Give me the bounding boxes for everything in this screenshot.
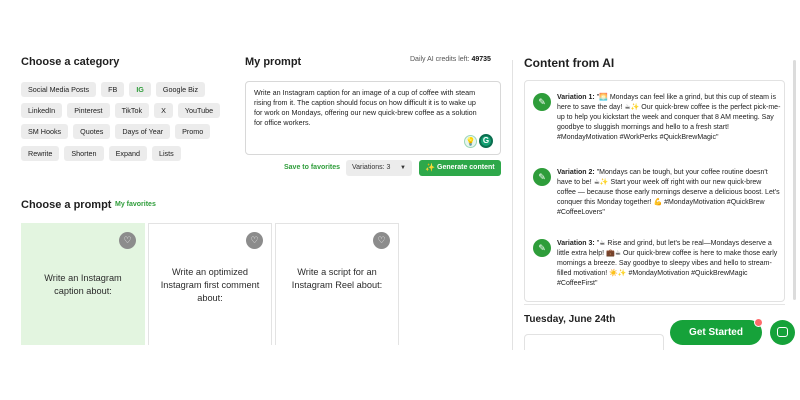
- magic-wand-icon: ✨: [425, 163, 435, 172]
- variation-label: Variation 3:: [557, 240, 595, 247]
- prompt-card-text: Write a script for an Instagram Reel about:: [291, 267, 383, 290]
- get-started-button[interactable]: Get Started: [670, 320, 762, 345]
- category-row-4: [21, 146, 181, 161]
- chip-pinterest[interactable]: Pinterest: [67, 103, 109, 118]
- chip-fb[interactable]: FB: [101, 82, 124, 97]
- chip-linkedin[interactable]: LinkedIn: [21, 103, 62, 118]
- prompt-card-text: Write an Instagram caption about:: [44, 273, 122, 296]
- save-to-favorites-link[interactable]: Save to favorites: [284, 164, 341, 171]
- prompt-title: My prompt: [245, 56, 302, 68]
- choose-prompt-title: Choose a prompt: [21, 199, 112, 211]
- column-divider: [512, 60, 513, 350]
- ai-credits: [410, 56, 491, 63]
- prompt-text: Write an Instagram caption for an image of a cup of coffee with steam rising from it. The caption should focus on how difficult it is to wake up for work on Mondays, offering our new quick-brew coffee as a solution for office workers.: [254, 88, 477, 127]
- feather-icon: ✎: [533, 93, 551, 111]
- prompt-card-first-comment[interactable]: [148, 223, 272, 345]
- chip-quotes[interactable]: Quotes: [73, 124, 110, 139]
- chip-promo[interactable]: Promo: [175, 124, 210, 139]
- content-title: Content from AI: [524, 56, 615, 70]
- chip-ig[interactable]: IG: [129, 82, 151, 97]
- prompt-card-caption[interactable]: [21, 223, 145, 345]
- notification-dot: [754, 318, 763, 327]
- next-results-panel: [524, 334, 664, 350]
- variation-body: "Mondays can be tough, but your coffee routine doesn't have to be! ☕✨ Start your week off right with our new quick-brew coffee — because those early mornings deserve a delicious boost. Let's conquer this Monday together! 💪 #MondayMotivation #QuickBrew #CoffeeLovers": [557, 169, 780, 216]
- heart-icon[interactable]: ♡: [246, 232, 263, 249]
- chat-icon: [777, 327, 788, 337]
- chip-rewrite[interactable]: Rewrite: [21, 146, 59, 161]
- chip-x[interactable]: X: [154, 103, 173, 118]
- prompt-textarea[interactable]: [245, 81, 501, 155]
- variation-body: "☕ Rise and grind, but let's be real—Mondays deserve a little extra help! 💼☕ Our quick-brew coffee is here to make those early mornings a breeze. Say goodbye to sleepy vibes and hello to stream-filled motivation! ☀️✨ #MondayMotivation #QuickBrewMagic #CoffeeFirst": [557, 240, 778, 287]
- chip-shorten[interactable]: Shorten: [64, 146, 103, 161]
- variations-select[interactable]: [346, 160, 412, 176]
- variation-label: Variation 2:: [557, 169, 595, 176]
- chip-tiktok[interactable]: TikTok: [115, 103, 150, 118]
- chip-sm-hooks[interactable]: SM Hooks: [21, 124, 68, 139]
- chip-google-biz[interactable]: Google Biz: [156, 82, 205, 97]
- credits-value: 49735: [471, 56, 491, 63]
- category-title: Choose a category: [21, 56, 120, 68]
- heart-icon[interactable]: ♡: [119, 232, 136, 249]
- feather-icon: ✎: [533, 239, 551, 257]
- variations-label: Variations: 3: [352, 164, 391, 171]
- chip-lists[interactable]: Lists: [152, 146, 181, 161]
- results-panel: [524, 80, 785, 302]
- chevron-down-icon: ▼: [400, 165, 406, 171]
- section-divider: [524, 304, 785, 305]
- chip-expand[interactable]: Expand: [109, 146, 147, 161]
- date-heading: Tuesday, June 24th: [524, 314, 616, 325]
- credits-label: Daily AI credits left:: [410, 56, 470, 63]
- variation-body: "🌅 Mondays can feel like a grind, but this cup of steam is here to save the day! ☕✨ Our quick-brew coffee is the perfect pick-me-up to help you kickstart the week and conquer that 8 AM meeting. Say goodbye to sluggish mornings and hello to a fresh start! #MondayMotivation #WorkPerks #QuickBrewMagic": [557, 94, 781, 141]
- variation-label: Variation 1:: [557, 94, 595, 101]
- heart-icon[interactable]: ♡: [373, 232, 390, 249]
- generate-label: Generate content: [437, 164, 495, 171]
- prompt-card-text: Write an optimized Instagram first comment about:: [160, 267, 260, 303]
- chip-days-of-year[interactable]: Days of Year: [115, 124, 170, 139]
- scrollbar[interactable]: [793, 60, 796, 300]
- variation-text[interactable]: [557, 239, 782, 289]
- feather-icon: ✎: [533, 168, 551, 186]
- generate-content-button[interactable]: [419, 160, 501, 176]
- category-row-2: [21, 103, 220, 118]
- category-row-3: [21, 124, 210, 139]
- chip-social-media-posts[interactable]: Social Media Posts: [21, 82, 96, 97]
- my-favorites-link[interactable]: My favorites: [115, 201, 156, 208]
- chat-button[interactable]: [770, 320, 795, 345]
- category-row-1: [21, 82, 205, 97]
- variation-text[interactable]: [557, 168, 782, 218]
- lightbulb-icon[interactable]: 💡: [465, 137, 476, 146]
- grammarly-icon[interactable]: G: [479, 134, 493, 148]
- chip-youtube[interactable]: YouTube: [178, 103, 220, 118]
- variation-text[interactable]: [557, 93, 782, 143]
- prompt-card-reel-script[interactable]: [275, 223, 399, 345]
